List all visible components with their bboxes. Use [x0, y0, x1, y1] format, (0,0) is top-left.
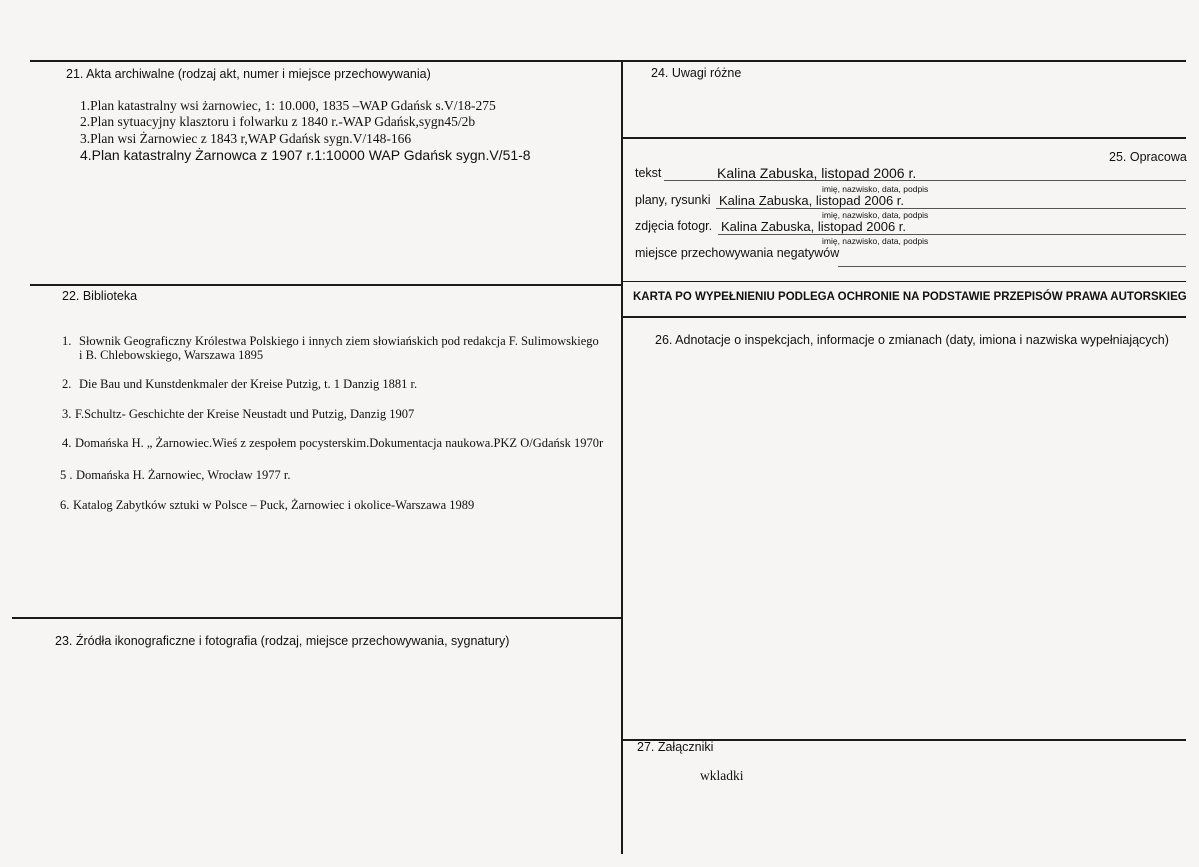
archive-item-3: 3.Plan wsi Żarnowiec z 1843 r,WAP Gdańsk sygn.V/148-166 [80, 131, 412, 146]
library-item-text: F.Schultz- Geschichte der Kreise Neustadt und Putzig, Danzig 1907 [75, 407, 415, 421]
library-item-text: Domańska H. „ Żarnowiec.Wieś z zespołem pocysterskim.Dokumentacja naukowa.PKZ O/Gdańsk 1970r [75, 436, 604, 450]
archive-item-1: 1.Plan katastralny wsi żarnowiec, 1: 10.000, 1835 –WAP Gdańsk s.V/18-275 [80, 98, 496, 113]
library-item-text: Die Bau und Kunstdenkmaler der Kreise Putzig, t. 1 Danzig 1881 r. [79, 377, 418, 391]
library-item-text: Domańska H. Żarnowiec, Wrocław 1977 r. [76, 468, 291, 482]
tekst-value: Kalina Zabuska, listopad 2006 r. [717, 165, 917, 181]
section-23-title: 23. Źródła ikonograficzne i fotografia (rodzaj, miejsce przechowywania, sygnatury) [55, 634, 510, 648]
library-item-number: 4. [62, 436, 72, 450]
attachment-item: wkladki [700, 768, 744, 783]
library-item-text: Katalog Zabytków sztuki w Polsce – Puck, Żarnowiec i okolice-Warszawa 1989 [73, 498, 475, 512]
library-item-number: 5 . [60, 468, 73, 482]
library-item-text: Słownik Geograficzny Królestwa Polskiego i innych ziem słowiańskich pod redakcja F. Sulimowskiego [79, 334, 599, 348]
library-item-number: 3. [62, 407, 72, 421]
zdjecia-label: zdjęcia fotogr. [635, 219, 713, 233]
divider-25-notice [623, 281, 1186, 282]
section-24-title: 24. Uwagi różne [651, 66, 742, 80]
negatywy-label: miejsce przechowywania negatywów [635, 246, 840, 260]
library-item-text-cont: i B. Chlebowskiego, Warszawa 1895 [79, 348, 264, 362]
archive-item-2: 2.Plan sytuacyjny klasztoru i folwarku z 1840 r.-WAP Gdańsk,sygn45/2b [80, 114, 476, 129]
section-22-title: 22. Biblioteka [62, 289, 138, 303]
divider-24-25 [623, 137, 1186, 139]
negatywy-field-line [838, 265, 1186, 267]
copyright-notice: KARTA PO WYPEŁNIENIU PODLEGA OCHRONIE NA PODSTAWIE PRZEPISÓW PRAWA AUTORSKIEG [633, 291, 1187, 303]
plany-label: plany, rysunki [635, 193, 711, 207]
section-21-title: 21. Akta archiwalne (rodzaj akt, numer i miejsce przechowywania) [66, 67, 431, 81]
section-25-title: 25. Opracowa [1109, 150, 1187, 164]
library-item-number: 2. [62, 377, 72, 391]
divider-notice-26 [623, 316, 1186, 318]
zdjecia-value: Kalina Zabuska, listopad 2006 r. [721, 219, 907, 234]
archive-item-4: 4.Plan katastralny Żarnowca z 1907 r.1:10000 WAP Gdańsk sygn.V/51-8 [80, 147, 531, 163]
tekst-caption: imię, nazwisko, data, podpis [822, 184, 929, 194]
center-divider [621, 62, 623, 854]
plany-value: Kalina Zabuska, listopad 2006 r. [719, 193, 905, 208]
divider-22-23 [12, 617, 622, 619]
top-border [30, 60, 1186, 62]
section-26-title: 26. Adnotacje o inspekcjach, informacje o zmianach (daty, imiona i nazwiska wypełniających) [655, 333, 1169, 347]
tekst-label: tekst [635, 166, 662, 180]
section-27-title: 27. Załączniki [637, 740, 714, 754]
plany-caption: imię, nazwisko, data, podpis [822, 210, 929, 220]
library-item-number: 1. [62, 334, 72, 348]
divider-21-22 [30, 284, 622, 286]
library-item-number: 6. [60, 498, 70, 512]
zdjecia-caption: imię, nazwisko, data, podpis [822, 236, 929, 246]
